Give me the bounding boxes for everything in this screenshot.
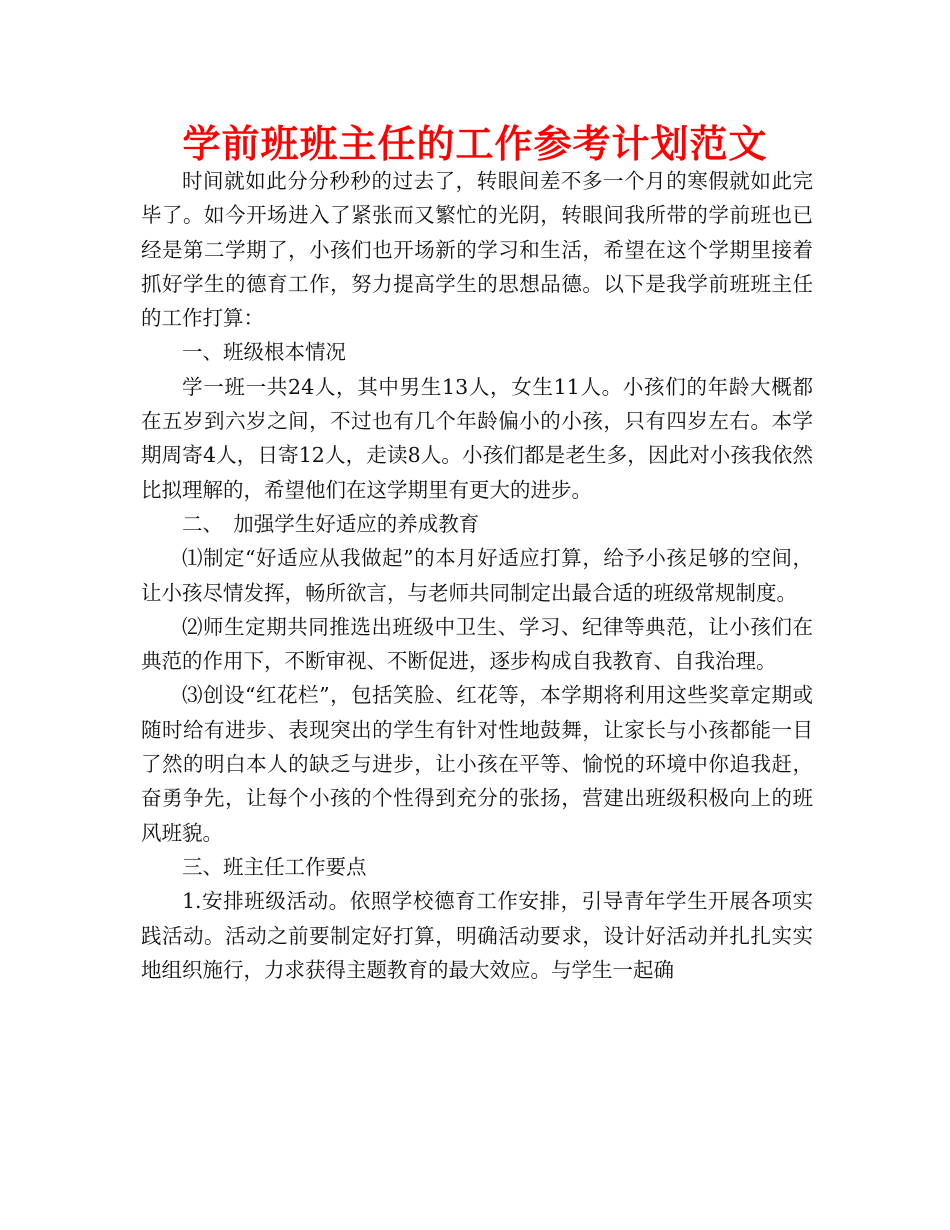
- document-title: 学前班班主任的工作参考计划范文: [182, 122, 768, 166]
- section-heading-3: 三、班主任工作要点: [182, 854, 367, 879]
- section-heading-2: 二、 加强学生好适应的养成教育: [182, 511, 480, 536]
- document-body: [141, 164, 813, 987]
- paragraph-item-1: ⑴制定“好适应从我做起”的本月好适应打算，给予小孩足够的空间，让小孩尽情发挥，畅所欲言，与老师共同制定出最合适的班级常规制度。: [141, 546, 813, 605]
- paragraph-item-2: ⑵师生定期共同推选出班级中卫生、学习、纪律等典范，让小孩们在典范的作用下，不断审视、不断促进，逐步构成自我教育、自我治理。: [141, 614, 813, 674]
- paragraph-work-point-1: 1.安排班级活动。依照学校德育工作安排，引导青年学生开展各项实践活动。活动之前要制定好打算，明确活动要求，设计好活动并扎扎实实地组织施行，力求获得主题教育的最大效应。与学生一起确: [141, 889, 813, 982]
- section-heading-1: 一、班级根本情况: [182, 340, 346, 365]
- paragraph-intro: 时间就如此分分秒秒的过去了，转眼间差不多一个月的寒假就如此完毕了。如今开场进入了紧张而又繁忙的光阴，转眼间我所带的学前班也已经是第二学期了，小孩们也开场新的学习和生活，希望在这个学期里接着抓好学生的德育工作，努力提高学生的思想品德。以下是我学前班班主任的工作打算：: [141, 169, 813, 331]
- paragraph-class-info: 学一班一共24人，其中男生13人，女生11人。小孩们的年龄大概都在五岁到六岁之间，不过也有几个年龄偏小的小孩，只有四岁左右。本学期周寄4人，日寄12人，走读8人。小孩们都是老生多，因此对小孩我依然比拟理解的，希望他们在这学期里有更大的进步。: [141, 374, 813, 502]
- paragraph-item-3: ⑶创设“红花栏”，包括笑脸、红花等，本学期将利用这些奖章定期或随时给有进步、表现突出的学生有针对性地鼓舞，让家长与小孩都能一目了然的明白本人的缺乏与进步，让小孩在平等、愉悦的环境中你追我赶，奋勇争先，让每个小孩的个性得到充分的张扬，营建出班级积极向上的班风班貌。: [141, 683, 813, 845]
